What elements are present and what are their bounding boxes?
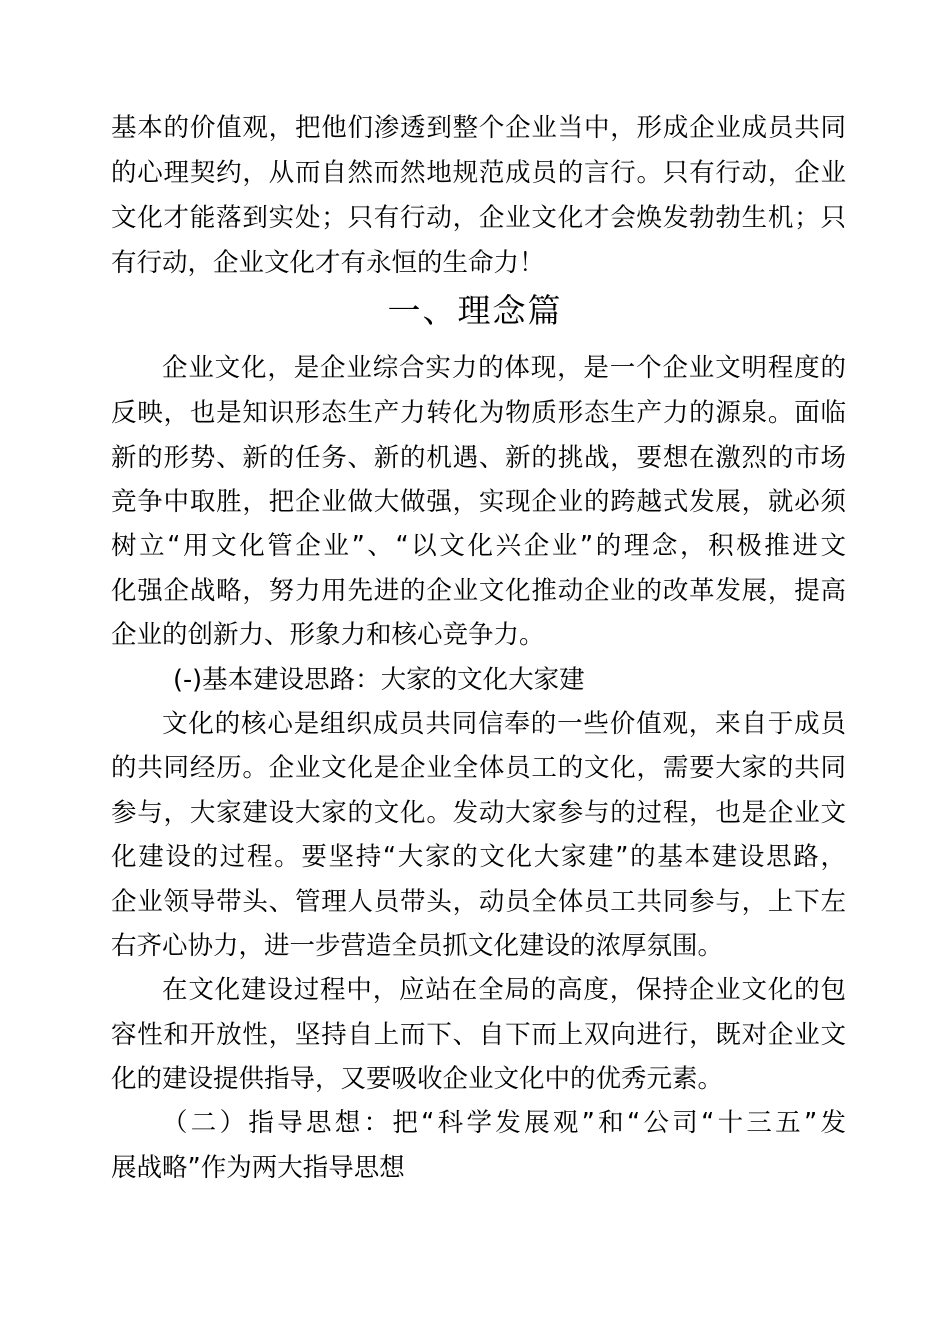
paragraph-line: 新的形势、新的任务、新的机遇、新的挑战，要想在激烈的市场: [111, 443, 846, 473]
paragraph-line: 竞争中取胜，把企业做大做强，实现企业的跨越式发展，就必须: [111, 487, 846, 517]
paragraph-line: 化的建设提供指导，又要吸收企业文化中的优秀元素。: [111, 1064, 724, 1094]
paragraph-line: 右齐心协力，进一步营造全员抓文化建设的浓厚氛围。: [111, 931, 724, 961]
paragraph-line: 文化才能落到实处；只有行动，企业文化才会焕发勃勃生机；只: [111, 203, 846, 233]
paragraph-line: 文化的核心是组织成员共同信奉的一些价值观，来自于成员: [162, 709, 846, 739]
paragraph-line: 的心理契约，从而自然而然地规范成员的言行。只有行动，企业: [111, 158, 846, 188]
subheading: (-)基本建设思路：大家的文化大家建: [173, 665, 585, 695]
paragraph-line: 容性和开放性，坚持自上而下、自下而上双向进行，既对企业文: [111, 1020, 846, 1050]
subheading: 展战略”作为两大指导思想: [111, 1153, 405, 1183]
paragraph-line: 参与，大家建设大家的文化。发动大家参与的过程，也是企业文: [111, 798, 846, 828]
paragraph-line: 企业的创新力、形象力和核心竞争力。: [111, 620, 545, 650]
paragraph-line: 企业领导带头、管理人员带头，动员全体员工共同参与，上下左: [111, 887, 846, 917]
paragraph-line: 化建设的过程。要坚持“大家的文化大家建”的基本建设思路，: [111, 842, 846, 872]
paragraph-line: 有行动，企业文化才有永恒的生命力！: [111, 248, 545, 278]
paragraph-line: 反映，也是知识形态生产力转化为物质形态生产力的源泉。面临: [111, 398, 846, 428]
section-heading: 一、理念篇: [387, 291, 563, 330]
paragraph-line: 在文化建设过程中，应站在全局的高度，保持企业文化的包: [162, 975, 846, 1005]
paragraph-line: 化强企战略，努力用先进的企业文化推动企业的改革发展，提高: [111, 576, 846, 606]
subheading: （二）指导思想：把“科学发展观”和“公司“十三五”发: [162, 1108, 846, 1138]
paragraph-line: 树立“用文化管企业”、“以文化兴企业”的理念，积极推进文: [111, 531, 846, 561]
paragraph-line: 的共同经历。企业文化是企业全体员工的文化，需要大家的共同: [111, 753, 846, 783]
paragraph-line: 企业文化，是企业综合实力的体现，是一个企业文明程度的: [162, 353, 846, 383]
paragraph-line: 基本的价值观，把他们渗透到整个企业当中，形成企业成员共同: [111, 113, 846, 143]
